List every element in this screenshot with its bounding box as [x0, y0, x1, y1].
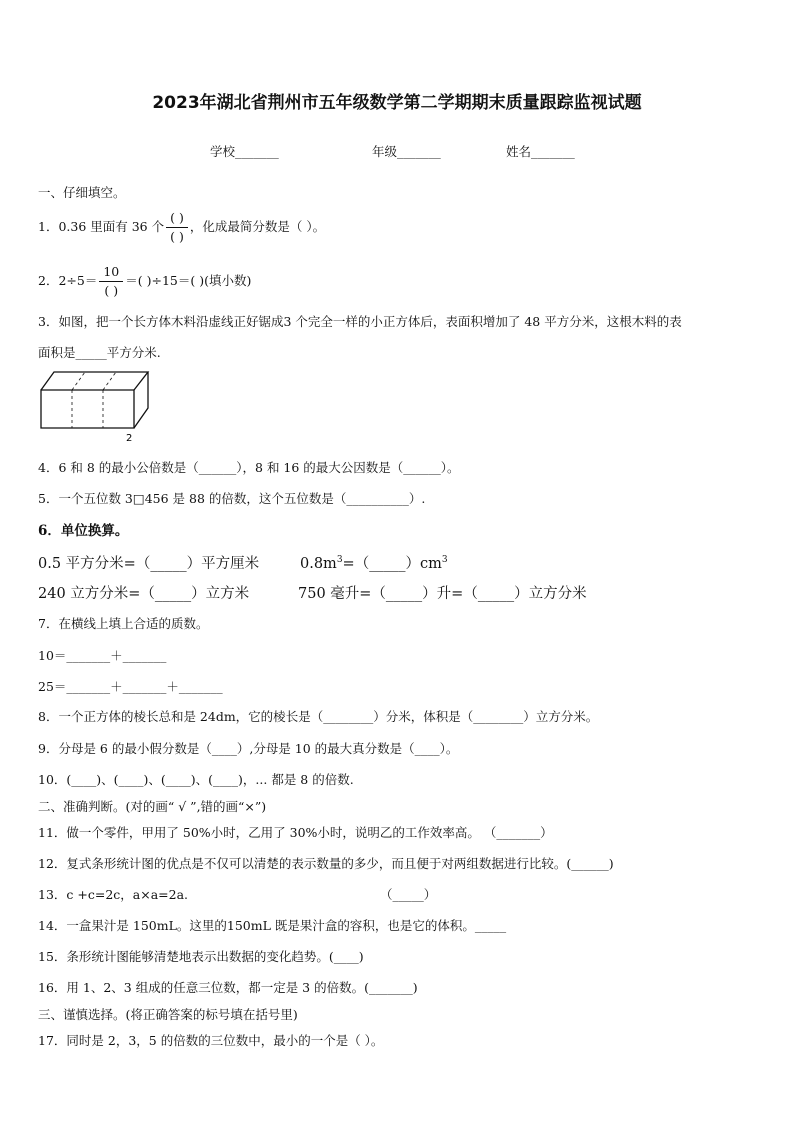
question-8: 8．一个正方体的棱长总和是 24dm，它的棱长是（________）分米，体积是（________）立方分米。 [38, 709, 599, 724]
question-6-row-2a: 240 立方分米=（_____）立方米 [38, 586, 250, 602]
fraction-denominator: ( ) [104, 283, 119, 298]
unit-exponent: 3 [336, 555, 343, 566]
school-field: 学校_______ [210, 144, 279, 159]
question-6-row-1b [300, 552, 448, 573]
fraction-numerator: 10 [99, 264, 123, 282]
question-13-answer: （_____） [380, 887, 437, 902]
section-heading-3: 三、谨慎选择。(将正确答案的标号填在括号里) [38, 1007, 298, 1022]
question-6-title: 6．单位换算。 [38, 523, 129, 539]
question-3-line-1: 3．如图，把一个长方体木料沿虚线正好锯成3 个完全一样的小正方体后，表面积增加了 48 平方分米，这根木料的表 [38, 314, 682, 329]
question-2-post: ＝( )÷15＝( )(填小数) [125, 273, 252, 288]
question-3-line-2: 面积是_____平方分米. [38, 345, 161, 360]
question-1-post: ，化成最简分数是（ ）。 [189, 219, 326, 234]
question-15: 15．条形统计图能够清楚地表示出数据的变化趋势。(____) [38, 949, 364, 964]
fraction-numerator: ( ) [166, 210, 188, 228]
unit-exponent: 3 [441, 555, 448, 566]
question-2-fraction [99, 264, 123, 299]
question-1-pre: 1．0.36 里面有 36 个 [38, 219, 165, 234]
question-13: 13．c +c=2c，a×a=2a. [38, 887, 189, 902]
question-7-line-1: 10＝_______＋_______ [38, 648, 167, 663]
fraction-denominator: ( ) [170, 229, 184, 244]
cuboid-label: 2 [126, 433, 133, 444]
question-1 [38, 210, 325, 245]
question-17: 17．同时是 2，3，5 的倍数的三位数中，最小的一个是（ ）。 [38, 1033, 384, 1048]
cuboid-figure [38, 368, 158, 444]
question-5: 5．一个五位数 3□456 是 88 的倍数，这个五位数是（__________）. [38, 491, 426, 506]
question-12: 12．复式条形统计图的优点是不仅可以清楚的表示数量的多少，而且便于对两组数据进行比较。(______) [38, 856, 614, 871]
question-16: 16．用 1、2、3 组成的任意三位数，都一定是 3 的倍数。(_______) [38, 980, 418, 995]
question-6-row-2b: 750 毫升=（_____）升=（_____）立方分米 [298, 586, 587, 602]
question-1-fraction [166, 210, 188, 245]
grade-field: 年级_______ [372, 144, 441, 159]
question-7-title: 7．在横线上填上合适的质数。 [38, 616, 209, 631]
question-2-pre: 2．2÷5＝ [38, 273, 98, 288]
question-4: 4．6 和 8 的最小公倍数是（______），8 和 16 的最大公因数是（______）。 [38, 460, 460, 475]
name-field: 姓名_______ [506, 144, 575, 159]
section-heading-1: 一、仔细填空。 [38, 185, 126, 200]
question-6-row-1a: 0.5 平方分米=（_____）平方厘米 [38, 556, 260, 572]
question-7-line-2: 25＝_______＋_______＋_______ [38, 679, 223, 694]
question-9: 9．分母是 6 的最小假分数是（____）,分母是 10 的最大真分数是（____）。 [38, 741, 459, 756]
section-heading-2: 二、准确判断。(对的画“ √ ”,错的画“×”) [38, 799, 267, 814]
question-2 [38, 264, 251, 299]
page-title: 2023年湖北省荆州市五年级数学第二学期期末质量跟踪监视试题 [152, 93, 642, 113]
question-14: 14．一盒果汁是 150mL。这里的150mL 既是果汁盒的容积，也是它的体积。_____ [38, 918, 507, 933]
question-10: 10．(____)、(____)、(____)、(____)，... 都是 8 的倍数. [38, 772, 354, 787]
unit-m: 0.8m [300, 556, 337, 572]
question-11: 11．做一个零件，甲用了 50%小时，乙用了 30%小时，说明乙的工作效率高。 （_______） [38, 825, 553, 840]
unit-cm: =（_____）cm [342, 556, 442, 572]
